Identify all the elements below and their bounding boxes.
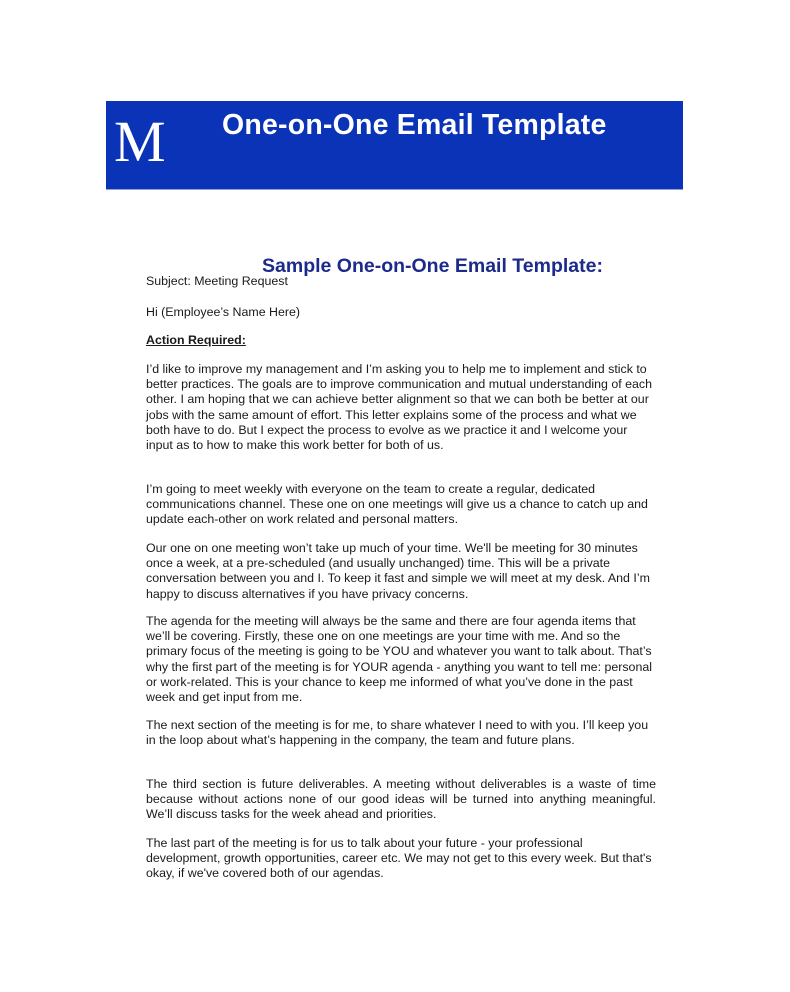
action-required-heading: Action Required: bbox=[146, 333, 246, 347]
paragraph-meeting-time: Our one on one meeting won’t take up much of your time. We'll be meeting for 30 minutes once a week, at a pre-scheduled (and usually unchanged) time. This will be a private conversation between you and I. To keep it fast and simple we will meet at my desk. And I’m happy to discuss alternatives if you have privacy concerns. bbox=[146, 541, 650, 601]
banner-title: One-on-One Email Template bbox=[222, 109, 607, 141]
paragraph-deliverables: The third section is future deliverables. A meeting without deliverables is a waste of time because without actions none of our good ideas will be turned into anything meaningful. We’ll discuss tasks for the week ahead and priorities. bbox=[146, 777, 656, 822]
email-subject: Subject: Meeting Request bbox=[146, 274, 288, 288]
header-banner bbox=[106, 101, 683, 189]
paragraph-intro: I’d like to improve my management and I’m asking you to help me to implement and stick to better practices. The goals are to improve communication and mutual understanding of each other. I am hoping that we can achieve better alignment so that we can both be better at our jobs with the same amount of effort. This letter explains some of the process and what we both have to do. But I expect the process to evolve as we practice it and I welcome your input as to how to make this work better for both of us. bbox=[146, 362, 653, 453]
logo-m: M bbox=[114, 109, 165, 174]
document-title: Sample One-on-One Email Template: bbox=[262, 255, 603, 277]
paragraph-next-section: The next section of the meeting is for me, to share whatever I need to with you. I’ll keep you in the loop about what’s happening in the company, the team and future plans. bbox=[146, 718, 649, 748]
paragraph-weekly-meetings: I’m going to meet weekly with everyone on the team to create a regular, dedicated communications channel. These one on one meetings will give us a chance to catch up and update each-other on work related and personal matters. bbox=[146, 482, 648, 527]
email-greeting: Hi (Employee’s Name Here) bbox=[146, 305, 301, 319]
paragraph-agenda: The agenda for the meeting will always be the same and there are four agenda items that we’ll be covering. Firstly, these one on one meetings are your time with me. And so the primary focus of the meeting is going to be YOU and whatever you want to talk about. That’s why the first part of the meeting is for YOUR agenda - anything you want to tell me: personal or work-related. This is your chance to keep me informed of what you’ve done in the past week and get input from me. bbox=[146, 614, 652, 705]
paragraph-future: The last part of the meeting is for us to talk about your future - your professional development, growth opportunities, career etc. We may not get to this every week. But that's okay, if we've covered both of our agendas. bbox=[146, 836, 652, 881]
